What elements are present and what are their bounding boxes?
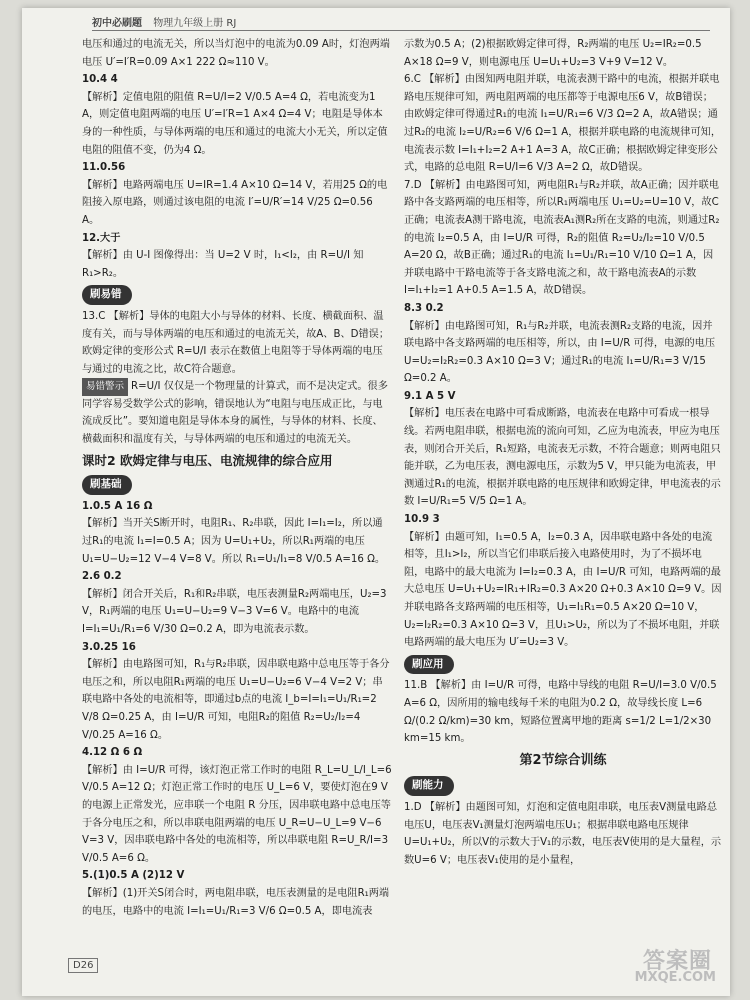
explanation-paragraph: 【解析】(1)开关S闭合时，两电阻串联，电压表测量的是电阻R₁两端的电压，电路中的电流 I=I₁=U₁/R₁=3 V/6 Ω=0.5 A，即电流表: [82, 887, 390, 917]
answer-line: 1.0.5 A 16 Ω: [82, 500, 153, 512]
explanation-paragraph: 6.C 【解析】由图知两电阻并联，电流表测干路中的电流，根据并联电路电压规律可知，两电阻两端的电压都等于电源电压6 V，故B错误；由欧姆定律可得通过R₁的电流 I₁=U/R₁=6 V/3 Ω=2 A，故A错误；通过R₂的电流 I₂=U/R₂=6 V/6 Ω=1 A，根据并联电路的电流规律可知，电流表示数 I=I₁+I₂=2 A+1 A=3 A，故C正确；根据欧姆定律变形公式，电路的总电阻 R=U/I=6 V/3 A=2 Ω，故D错误。: [404, 74, 722, 174]
banner-row: [82, 472, 392, 498]
hint-label: 易错警示: [82, 378, 128, 396]
banner-row: [404, 652, 722, 678]
header-divider: [92, 30, 710, 31]
answer-line: 2.6 0.2: [82, 571, 122, 583]
answer-line: 9.1 A 5 V: [404, 390, 456, 402]
explanation-paragraph: 13.C 【解析】导体的电阻大小与导体的材料、长度、横截面积、温度有关，而与导体两端的电压和通过的电流无关，故A、B、D错误；欧姆定律的变形公式 R=U/I 表示在数值上电阻等于导体两端的电压与通过的电流之比，故C符合题意。: [82, 310, 390, 375]
explanation-paragraph: 【解析】由电路图可知，R₁与R₂串联，因串联电路中总电压等于各分电压之和，所以电阻R₁两端的电压 U₁=U−U₂=6 V−4 V=2 V；串联电路中各处的电流相等，即通过b点的电流 I_b=I=I₁=U₁/R₁=2 V/8 Ω=0.25 A，由 I=U/R 可知，电阻R₂的阻值 R₂=U₂/I₂=4 V/0.25 A=16 Ω。: [82, 659, 390, 741]
banner-row: [82, 282, 392, 308]
answer-line: 10.4 4: [82, 74, 118, 86]
section-banner: 刷基础: [82, 475, 132, 495]
textbook-page: [22, 8, 730, 996]
section-title: 第2节综合训练: [519, 752, 607, 768]
subject-name: 物理九年级上册: [153, 18, 224, 29]
error-hint-block: [82, 378, 392, 448]
explanation-paragraph: 电压和通过的电流无关，所以当灯泡中的电流为0.09 A时，灯泡两端电压 U′=I′R=0.09 A×1 222 Ω≈110 V。: [82, 39, 390, 68]
answer-line: 10.9 3: [404, 514, 440, 526]
edition-label: RJ: [226, 18, 237, 29]
explanation-paragraph: 【解析】由电路图可知，R₁与R₂并联，电流表测R₂支路的电流，因并联电路中各支路两端的电压相等，所以，由 I=U/R 可得，电源的电压 U=U₂=I₂R₂=0.3 A×10 Ω=3 V；通过R₁的电流 I₁=U/R₁=3 V/15 Ω=0.2 A。: [404, 320, 716, 385]
page-header: [92, 14, 236, 29]
series-name: 初中必刷题: [92, 18, 142, 29]
explanation-paragraph: 【解析】由题可知，I₁=0.5 A，I₂=0.3 A，因串联电路中各处的电流相等，且I₁>I₂，所以当它们串联后接入电路使用时，为了不损坏电阻，电路中的最大电流为 I=I₂=0.3 A，由 I=U/R 可知，电路两端的最大总电压 U=U₁+U₂=IR₁+IR₂=0.3 A×20 Ω+0.3 A×10 Ω=9 V。因并联电路各支路两端的电压相等，U₁=I₁R₁=0.5 A×20 Ω=10 V，U₂=I₂R₂=0.3 A×10 Ω=3 V，且U₁>U₂，所以为了不损坏电阻，并联电路两端的最大电压为 U′=U₂=3 V。: [404, 531, 722, 649]
explanation-paragraph: 【解析】闭合开关后，R₁和R₂串联，电压表测量R₂两端电压，U₂=3 V，R₁两端的电压 U₁=U−U₂=9 V−3 V=6 V。电路中的电流 I=I₁=U₁/R₁=6 V/30 Ω=0.2 A，即为电流表示数。: [82, 588, 387, 635]
explanation-paragraph: 【解析】当开关S断开时，电阻R₁、R₂串联，因此 I=I₁=I₂，所以通过R₁的电流 I₁=I=0.5 A；因为 U=U₁+U₂，所以R₁两端的电压 U₁=U−U₂=12 V−4 V=8 V。所以 R₁=U₁/I₁=8 V/0.5 A=16 Ω。: [82, 518, 386, 565]
answer-line: 5.(1)0.5 A (2)12 V: [82, 870, 185, 882]
hint-text: R=U/I 仅仅是一个物理量的计算式，而不是决定式。很多同学容易受数学公式的影响，错误地认为“电阻与电压成正比，与电流成反比”。要知道电阻是导体本身的属性，与导体的材料、长度、横截面积和温度有关，与导体两端的电压和通过的电流无关。: [82, 381, 388, 446]
answer-line: 11.0.56: [82, 162, 126, 174]
watermark-logo: 答案圈: [642, 949, 712, 974]
explanation-paragraph: 【解析】由 I=U/R 可得，该灯泡正常工作时的电阻 R_L=U_L/I_L=6 V/0.5 A=12 Ω；灯泡正常工作时的电压 U_L=6 V，要使灯泡在9 V的电源上正常发光，应串联一个电阻 R 分压，因串联电路中总电压等于各分电压之和，所以串联电阻两端的电压 U_R=U−U_L=9 V−6 V=3 V，因串联电路中各处的电流相等，所以串联电阻 R=U_R/I=3 V/0.5 A=6 Ω。: [82, 764, 392, 864]
explanation-paragraph: 示数为0.5 A；(2)根据欧姆定律可得，R₂两端的电压 U₂=IR₂=0.5 A×18 Ω=9 V，则电源电压 U=U₁+U₂=3 V+9 V=12 V。: [404, 39, 702, 68]
banner-row: [404, 773, 722, 799]
section-banner: 刷能力: [404, 776, 454, 796]
explanation-paragraph: 【解析】电路两端电压 U=IR=1.4 A×10 Ω=14 V，若用25 Ω的电阻接入原电路，则通过该电阻的电流 I′=U/R′=14 V/25 Ω=0.56 A。: [82, 179, 388, 226]
answer-line: 3.0.25 16: [82, 641, 136, 653]
watermark-url: MXQE.COM: [634, 970, 716, 985]
answer-line: 8.3 0.2: [404, 302, 444, 314]
explanation-paragraph: 【解析】定值电阻的阻值 R=U/I=2 V/0.5 A=4 Ω，若电流变为1 A，则定值电阻两端的电压 U′=I′R=1 A×4 Ω=4 V；电阻是导体本身的一种性质，与导体两端的电压和通过的电流大小无关，所以定值电阻的阻值不变，仍为4 Ω。: [82, 91, 388, 156]
left-column: [82, 36, 392, 920]
lesson-title: 课时2 欧姆定律与电压、电流规律的综合应用: [82, 452, 333, 468]
explanation-paragraph: 11.B 【解析】由 I=U/R 可得，电路中导线的电阻 R=U/I=3.0 V/0.5 A=6 Ω，因所用的输电线每千米的电阻为0.2 Ω，故导线长度 L=6 Ω/(0.2 Ω/km)=30 km，短路位置离甲地的距离 s=1/2 L=1/2×30 km=15 km。: [404, 680, 717, 745]
answer-line: 4.12 Ω 6 Ω: [82, 747, 143, 759]
right-column: [404, 36, 722, 869]
answer-line: 12.大于: [82, 232, 121, 244]
page-number: D26: [68, 958, 98, 973]
explanation-paragraph: 【解析】由 U-I 图像得出：当 U=2 V 时，I₁<I₂，由 R=U/I 知 R₁>R₂。: [82, 250, 364, 279]
explanation-paragraph: 7.D 【解析】由电路图可知，两电阻R₁与R₂并联，故A正确；因并联电路中各支路两端的电压相等，所以R₁两端电压 U₁=U₂=U=10 V，故C正确；电流表A测干路电流，电流表A₁测R₂所在支路的电流，则通过R₂的电流 I₂=0.5 A，由 I=U/R 可得，R₂的阻值 R₂=U₂/I₂=10 V/0.5 A=20 Ω，故B正确；通过R₁的电流 I₁=U₁/R₁=10 V/10 Ω=1 A，因并联电路中干路电流等于各支路电流之和，故干路电流表A的示数 I=I₁+I₂=1 A+0.5 A=1.5 A，故D错误。: [404, 179, 720, 297]
section-banner: 刷应用: [404, 655, 454, 675]
explanation-paragraph: 1.D 【解析】由题图可知，灯泡和定值电阻串联，电压表V测量电路总电压U，电压表V₁测量灯泡两端电压U₁；根据串联电路电压规律 U=U₁+U₂，所以V的示数大于V₁的示数，电压表V使用的是大量程，示数U=6 V；电压表V₁使用的是小量程，: [404, 801, 722, 866]
explanation-paragraph: 【解析】电压表在电路中可看成断路，电流表在电路中可看成一根导线。若两电阻串联，根据电流的流向可知，乙应为电流表，甲应为电压表，则闭合开关后，R₁短路，电流表无示数，不符合题意；则两电阻只能并联，乙为电压表，测电源电压，示数为5 V，甲只能为电流表，甲测通过R₁的电流，根据并联电路的电压规律和欧姆定律，甲电流表的示数 I=U/R₁=5 V/5 Ω=1 A。: [404, 408, 721, 508]
section-banner: 刷易错: [82, 285, 132, 305]
